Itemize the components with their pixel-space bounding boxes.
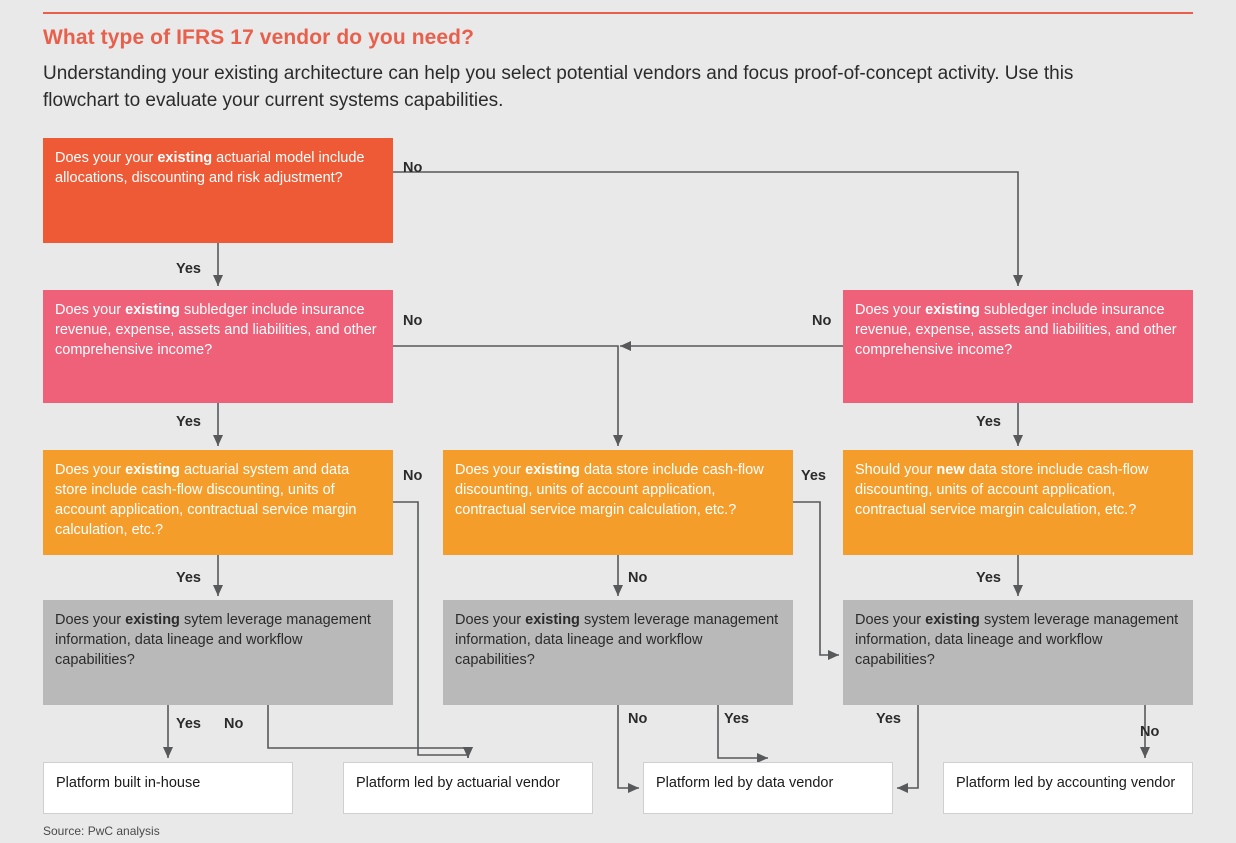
node-text: Does your existing actuarial system and data store include cash-flow discounting, units of account application, contractual service margin calculation, etc.? bbox=[55, 462, 357, 538]
outcome-platform-data-vendor[interactable] bbox=[643, 762, 893, 814]
source-note: Source: PwC analysis bbox=[43, 824, 160, 838]
node-text: Does your existing subledger include insurance revenue, expense, assets and liabilities, and other comprehensive income? bbox=[55, 302, 377, 358]
edge-label-yes: Yes bbox=[724, 711, 749, 727]
node-text: Does your existing system leverage management information, data lineage and workflow capabilities? bbox=[855, 612, 1179, 668]
edge-label-no: No bbox=[224, 716, 244, 732]
node-text: Platform led by data vendor bbox=[656, 775, 834, 791]
node-text: Platform built in-house bbox=[56, 775, 201, 791]
node-text: Does your existing sytem leverage management information, data lineage and workflow capabilities? bbox=[55, 612, 371, 668]
node-text: Does your existing system leverage management information, data lineage and workflow capabilities? bbox=[455, 612, 779, 668]
node-text: Should your new data store include cash-flow discounting, units of account application, contractual service margin calculation, etc.? bbox=[855, 462, 1149, 518]
outcome-platform-actuarial-vendor[interactable] bbox=[343, 762, 593, 814]
node-text: Does your your existing actuarial model include allocations, discounting and risk adjustment? bbox=[55, 150, 365, 186]
outcome-platform-built-in-house[interactable] bbox=[43, 762, 293, 814]
edge-label-yes: Yes bbox=[176, 261, 201, 277]
edge-label-no: No bbox=[1140, 724, 1160, 740]
outcome-platform-accounting-vendor[interactable] bbox=[943, 762, 1193, 814]
node-q3a[interactable] bbox=[43, 450, 393, 555]
edge-label-no: No bbox=[628, 570, 648, 586]
node-q3b[interactable] bbox=[443, 450, 793, 555]
node-q3c[interactable] bbox=[843, 450, 1193, 555]
node-q4b[interactable] bbox=[443, 600, 793, 705]
edge-label-yes: Yes bbox=[976, 414, 1001, 430]
page-title: What type of IFRS 17 vendor do you need? bbox=[43, 26, 475, 49]
node-q4c[interactable] bbox=[843, 600, 1193, 705]
edge-label-yes: Yes bbox=[176, 716, 201, 732]
edge-label-no: No bbox=[812, 313, 832, 329]
node-q2b[interactable] bbox=[843, 290, 1193, 403]
node-text: Platform led by accounting vendor bbox=[956, 775, 1176, 791]
edge-label-yes: Yes bbox=[176, 570, 201, 586]
edge-label-no: No bbox=[403, 160, 423, 176]
node-text: Does your existing subledger include insurance revenue, expense, assets and liabilities, and other comprehensive income? bbox=[855, 302, 1177, 358]
node-q1[interactable] bbox=[43, 138, 393, 243]
edge-label-no: No bbox=[628, 711, 648, 727]
edge-label-yes: Yes bbox=[176, 414, 201, 430]
accent-rule bbox=[43, 12, 1193, 14]
node-q4a[interactable] bbox=[43, 600, 393, 705]
edge-label-yes: Yes bbox=[876, 711, 901, 727]
node-text: Platform led by actuarial vendor bbox=[356, 775, 560, 791]
page-subtitle: Understanding your existing architecture can help you select potential vendors and focus proof-of-concept activity. Use this flowchart to evaluate your current systems capabilities. bbox=[43, 63, 1074, 111]
node-text: Does your existing data store include cash-flow discounting, units of account application, contractual service margin calculation, etc.? bbox=[455, 462, 764, 518]
edge-label-yes: Yes bbox=[801, 468, 826, 484]
edge-label-no: No bbox=[403, 313, 423, 329]
edge-label-yes: Yes bbox=[976, 570, 1001, 586]
node-q2a[interactable] bbox=[43, 290, 393, 403]
edge-label-no: No bbox=[403, 468, 423, 484]
